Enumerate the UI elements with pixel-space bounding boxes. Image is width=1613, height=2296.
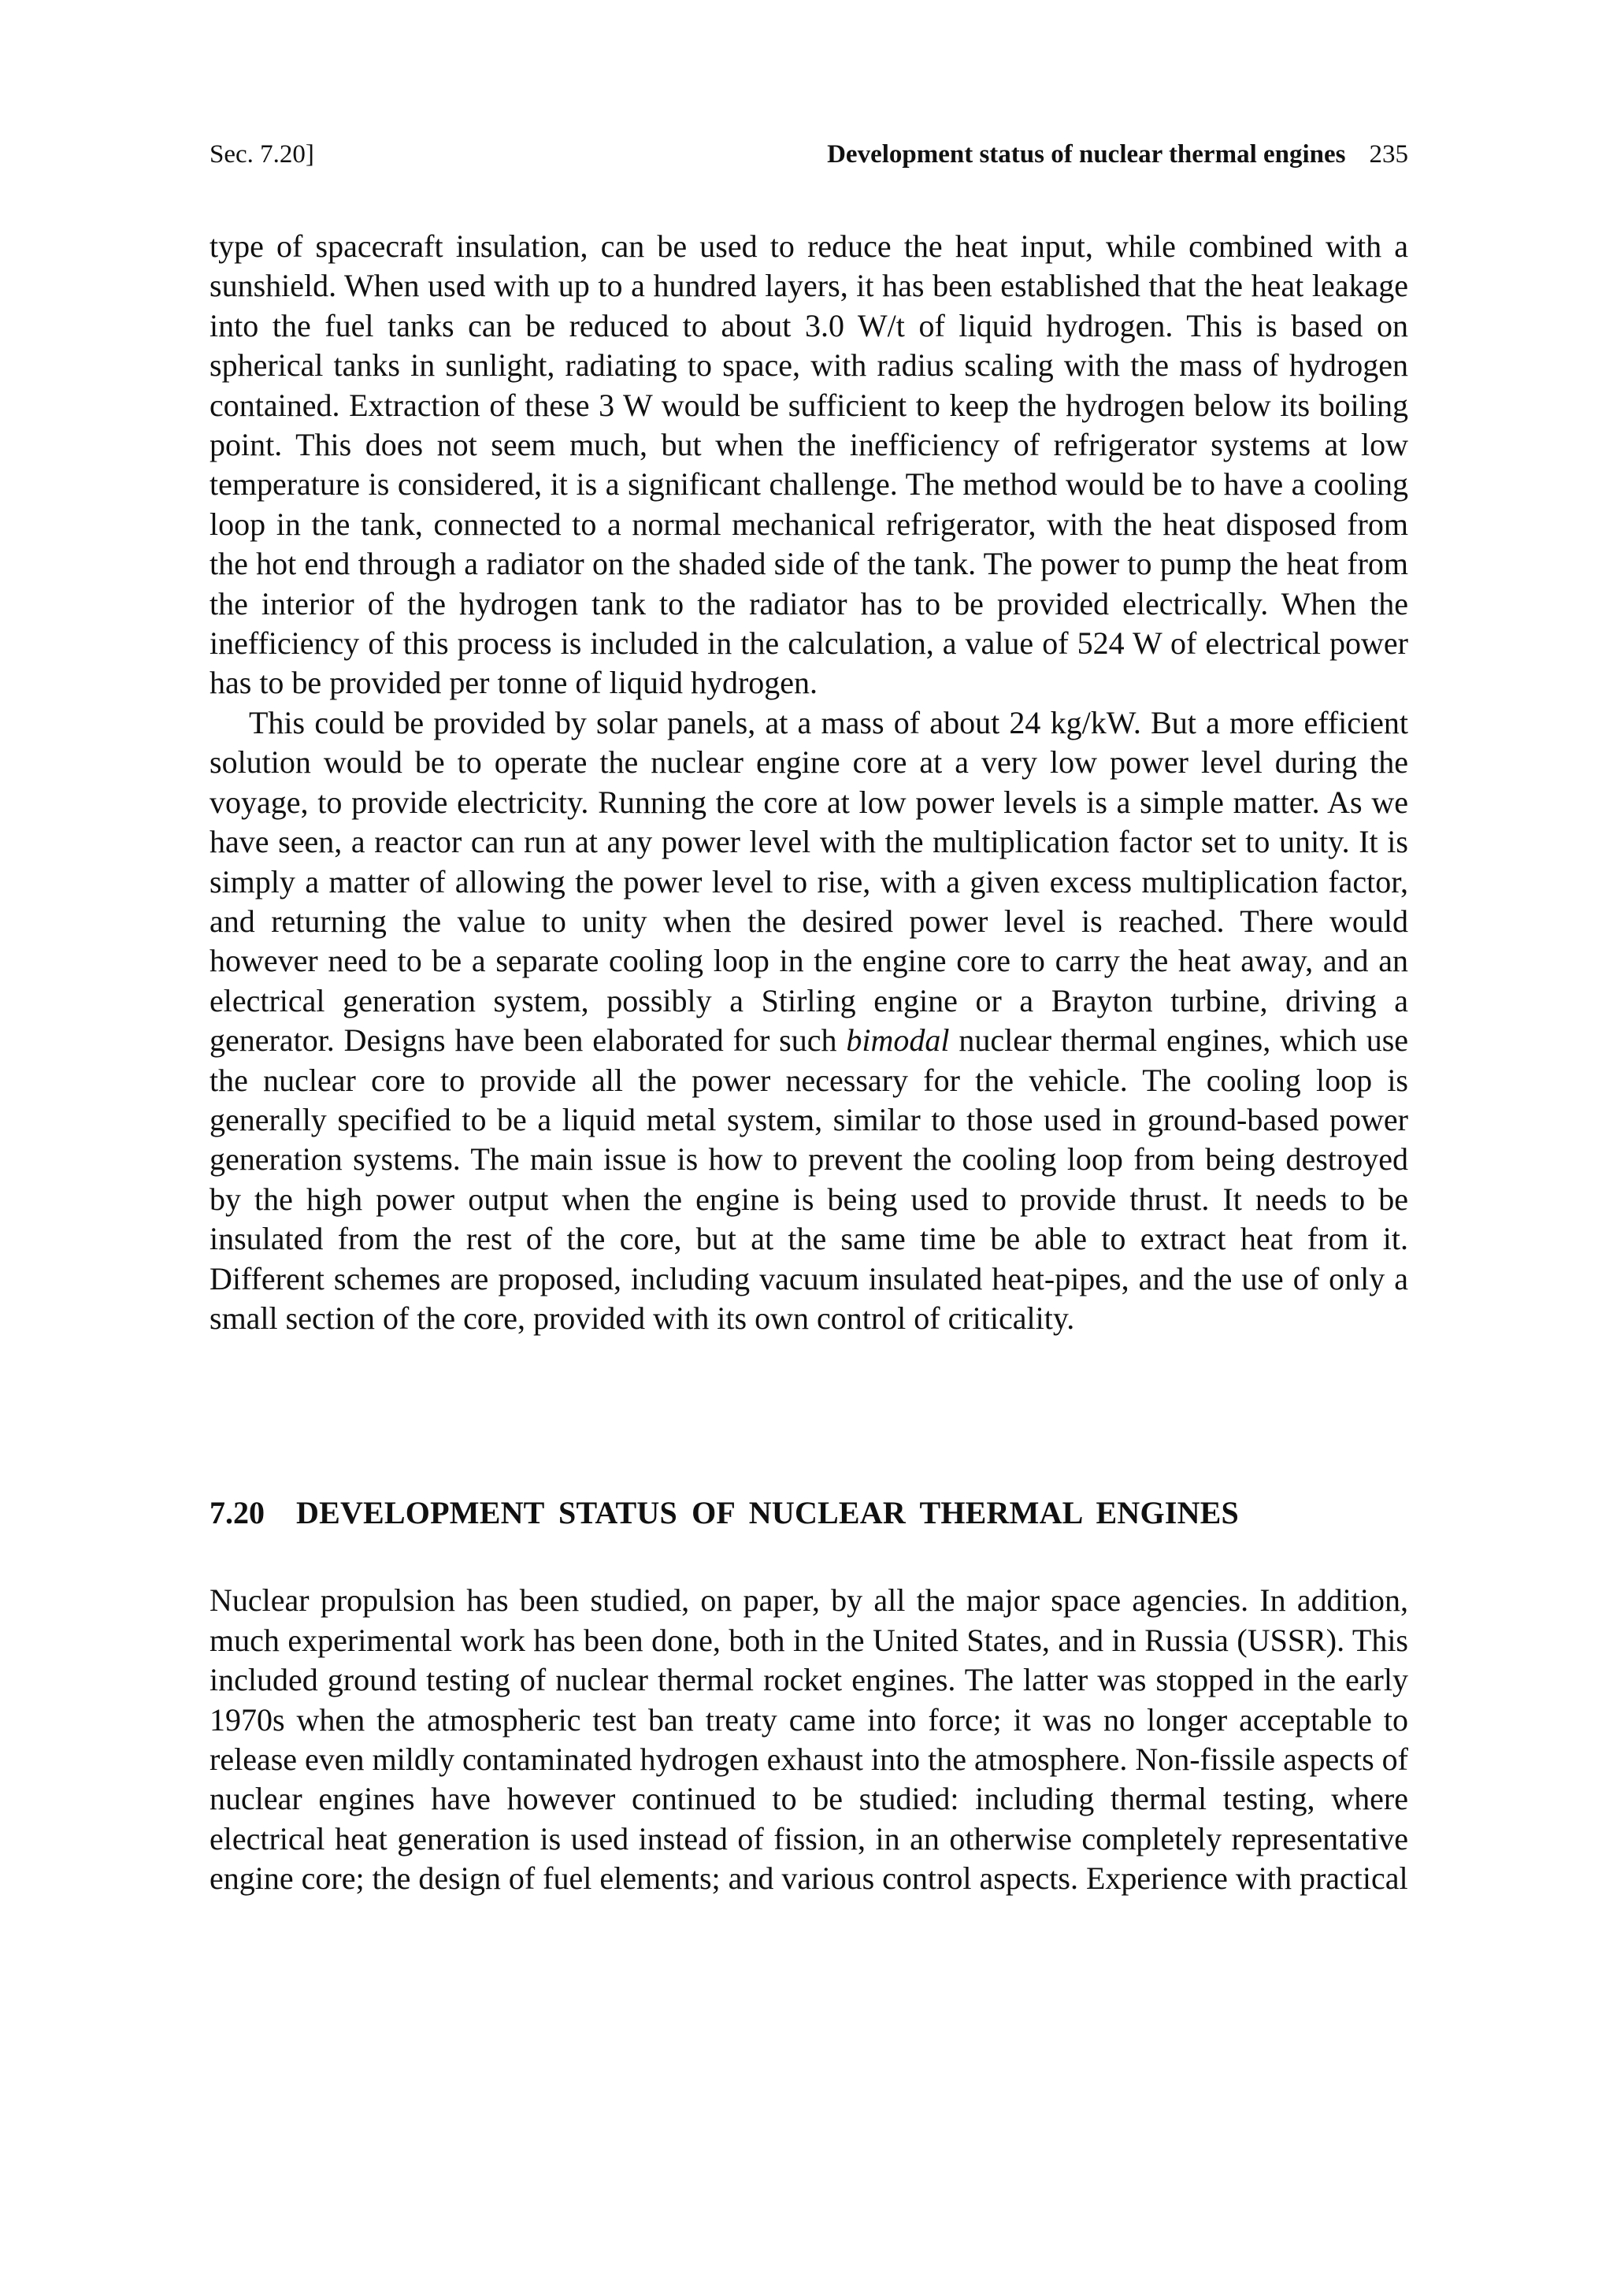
paragraph-2-text-after: nuclear thermal engines, which use the nuclear core to provide all the power necessary for the vehicle. The cooling loop is generally specified to be a liquid metal system, similar to those used in ground-based power generation systems. The main issue is how to prevent the cooling loop from being destroyed by the high power output when the engine is being used to provide thrust. It needs to be insulated from the rest of the core, but at the same time be able to extract heat from it. Different schemes are proposed, including vacuum insulated heat-pipes, and the use of only a small section of the core, provided with its own control of criticality. xyxy=(210,1022,1409,1336)
section-heading xyxy=(210,1494,1408,1532)
paragraph-2-text-before: This could be provided by solar panels, at a mass of about 24 kg/kW. But a more efficient solution would be to operate the nuclear engine core at a very low power level during the voyage, to provide electricity. Running the core at low power levels is a simple matter. As we have seen, a reactor can run at any power level with the multiplication factor set to unity. It is simply a matter of allowing the power level to rise, with a given excess multiplication factor, and returning the value to unity when the desired power level is reached. There would however need to be a separate cooling loop in the engine core to carry the heat away, and an electrical generation system, possibly a Stirling engine or a Brayton turbine, driving a generator. Designs have been elaborated for such xyxy=(210,704,1408,1059)
section-title: DEVELOPMENT STATUS OF NUCLEAR THERMAL ENGINES xyxy=(296,1495,1239,1531)
body-text xyxy=(210,227,1408,1338)
page-number: 235 xyxy=(1369,140,1408,169)
section-body xyxy=(210,1581,1408,1898)
section-reference: Sec. 7.20] xyxy=(210,140,314,169)
page xyxy=(210,139,1408,1899)
paragraph-1: type of spacecraft insulation, can be used to reduce the heat input, while combined with a sunshield. When used with up to a hundred layers, it has been established that the heat leakage into the fuel tanks can be reduced to about 3.0 W/t of liquid hydrogen. This is based on spherical tanks in sunlight, radiating to space, with radius scaling with the mass of hydrogen contained. Extraction of these 3 W would be sufficient to keep the hydrogen below its boiling point. This does not seem much, but when the inefficiency of refrigerator systems at low temperature is considered, it is a significant challenge. The method would be to have a cooling loop in the tank, connected to a normal mechanical refrigerator, with the heat disposed from the hot end through a radiator on the shaded side of the tank. The power to pump the heat from the interior of the hydrogen tank to the radiator has to be provided electrically. When the inefficiency of this process is included in the calculation, a value of 524 W of electrical power has to be provided per tonne of liquid hydrogen. xyxy=(210,228,1408,701)
paragraph-2 xyxy=(210,703,1408,1339)
running-head xyxy=(210,139,1408,170)
section-paragraph-1: Nuclear propulsion has been studied, on paper, by all the major space agencies. In addition, much experimental work has been done, both in the United States, and in Russia (USSR). This included ground testing of nuclear thermal rocket engines. The latter was stopped in the early 1970s when the atmospheric test ban treaty came into force; it was no longer acceptable to release even mildly contaminated hydrogen exhaust into the atmosphere. Non-fissile aspects of nuclear engines have however continued to be studied: including thermal testing, where electrical heat generation is used instead of fission, in an otherwise completely representative engine core; the design of fuel elements; and various control aspects. Experience with practical xyxy=(210,1582,1408,1897)
running-head-right xyxy=(827,139,1408,170)
running-title: Development status of nuclear thermal engines xyxy=(827,140,1346,169)
section-number: 7.20 xyxy=(210,1495,265,1531)
paragraph-2-emphasis: bimodal xyxy=(846,1022,950,1059)
